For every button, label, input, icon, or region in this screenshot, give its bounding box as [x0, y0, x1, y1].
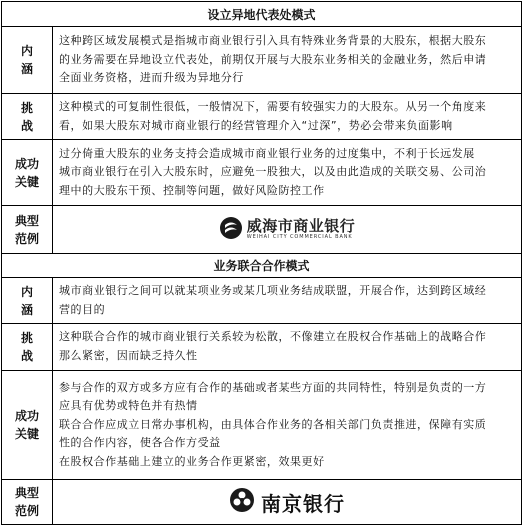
row-label-line: 涵	[20, 62, 33, 76]
nanjing-bank-logo	[229, 487, 345, 517]
row-label	[2, 324, 53, 370]
row-content	[59, 140, 516, 205]
weihai-bank-logo	[219, 216, 356, 244]
row-content	[59, 27, 516, 93]
row-label-line: 挑	[20, 100, 33, 115]
content-line: 这种跨区域发展模式是指城市商业银行引入具有特殊业务背景的大股东，根据大股东	[59, 34, 487, 48]
row-label-line: 战	[20, 118, 33, 133]
row-label-line: 挑	[20, 331, 33, 345]
weihai-bank-logo-icon	[219, 216, 243, 244]
content-line: 参与合作的双方或多方应有合作的基础或者某些方面的共同特性，特别是负责的一方	[59, 380, 487, 394]
row-label-line: 关键	[14, 174, 39, 189]
content-line: 理中的大股东干预、控制等问题，做好风险防控工作	[59, 183, 325, 197]
row-label	[2, 206, 53, 253]
row-label	[2, 94, 53, 139]
comparison-table	[1, 1, 522, 525]
row-label-line: 范例	[14, 231, 39, 246]
content-line: 过分倚重大股东的业务支持会造成城市商业银行业务的过度集中，不利于长远发展	[59, 146, 475, 160]
table-row-example	[2, 479, 521, 524]
row-label-line: 内	[20, 284, 33, 299]
row-label	[2, 140, 53, 205]
content-line: 城市商业银行在引入大股东时，应避免一股独大，以及由此造成的关联交易、公司治	[59, 165, 487, 179]
row-label	[2, 27, 53, 93]
content-line: 应具有优势或特色并有热情	[59, 399, 198, 413]
content-line: 性的合作内容，使各合作方受益	[59, 436, 221, 450]
content-line: 全面业务资格，进而升级为异地分行	[59, 71, 244, 85]
table-row	[2, 323, 521, 370]
content-line: 在股权合作基础上建立的业务合作更紧密，效果更好	[59, 454, 325, 468]
content-line: 这种联合合作的城市商业银行关系较为松散，不像建立在股权合作基础上的战略合作	[59, 330, 487, 344]
row-label	[2, 480, 53, 524]
content-line: 看，如果大股东对城市商业银行的经营管理介入“过深”，势必会带来负面影响	[59, 118, 453, 132]
logo-text-cn: 威海市商业银行	[246, 217, 356, 235]
table-row	[2, 93, 521, 139]
table-row	[2, 277, 521, 323]
row-label-line: 范例	[14, 504, 39, 518]
row-label-line: 关键	[14, 427, 39, 441]
example-logo	[53, 206, 521, 253]
content-line: 这种模式的可复制性很低，一般情况下，需要有较强实力的大股东。从另一个角度来	[59, 99, 487, 113]
row-label-line: 涵	[20, 302, 33, 317]
table-row	[2, 26, 521, 93]
row-label-line: 战	[20, 349, 33, 363]
row-label-line: 典型	[14, 213, 39, 228]
row-content	[59, 324, 516, 370]
content-line: 联合合作应成立日常办事机构，由具体合作业务的各相关部门负责推进，保障有实质	[59, 417, 487, 431]
table-row-example	[2, 205, 521, 253]
row-label	[2, 371, 53, 479]
row-content	[59, 278, 516, 323]
section1-title: 设立异地代表处模式	[2, 2, 521, 26]
content-line: 城市商业银行之间可以就某项业务或某几项业务结成联盟，开展合作，达到跨区域经	[59, 283, 487, 297]
content-line: 的业务需要在异地设立代表处，前期仅开展与大股东业务相关的金融业务，然后申请	[59, 52, 487, 66]
row-label	[2, 278, 53, 323]
row-label-line: 典型	[14, 486, 39, 500]
nanjing-bank-logo-icon	[229, 487, 255, 517]
table-row	[2, 139, 521, 205]
example-logo	[53, 480, 521, 524]
row-label-line: 内	[20, 44, 33, 58]
section2-title: 业务联合合作模式	[2, 253, 521, 277]
row-content	[59, 94, 516, 139]
content-line: 那么紧密，因而缺乏持久性	[59, 349, 198, 362]
table-row	[2, 370, 521, 479]
logo-text-cn: 南京银行	[261, 491, 345, 516]
content-line: 营的目的	[59, 302, 106, 316]
row-label-line: 成功	[14, 156, 39, 171]
row-label-line: 成功	[14, 409, 39, 423]
logo-text-en: WEIHAI CITY COMMERCIAL BANK	[246, 234, 353, 240]
row-content	[59, 371, 516, 479]
